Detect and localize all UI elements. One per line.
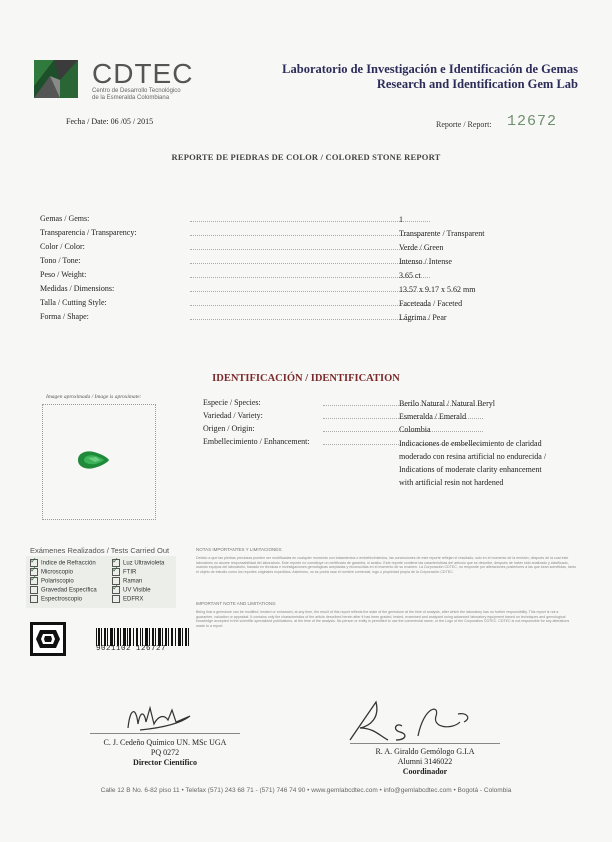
test-item: Espectroscopio: [30, 595, 82, 603]
test-item: EDFRX: [112, 595, 143, 603]
brand-subtitle: Centro de Desarrollo Tecnológico de la Esmeralda Colombiana: [92, 88, 181, 101]
notes-en-text: Being that a gemstone can be modified, treated or enhanced, at any time, the result of this report reflects the state of the gemstone at the time of analysis, after which the laboratory has no further responsibility. This report is not a guarantee, valuation or appraisal. It contains only the characteristics of the article described herein after it has been graded, tested, examined and analyzed using advanced laboratory equipment based on techniques and gemological knowledge accepted in the scientific specialized publications, at the time of the analysis. No person or entity is permitted to use the commercial name, or the Logo of the Corporation CDTEC. CDTEC is not responsible for any alterations made to a report.: [196, 610, 570, 628]
qr-code-icon: [30, 622, 66, 656]
emerald-gem-image: [76, 448, 110, 472]
checkbox-empty-icon: [30, 595, 38, 603]
field-row: Talla / Cutting Style: Faceteada / Faceted: [40, 298, 463, 308]
image-caption: Imagen aproximada / Image is aproximate:: [46, 394, 142, 400]
test-item: Raman: [112, 577, 142, 585]
coordinator-signature-block: R. A. Giraldo Gemólogo G.I.A Alumni 3146022 Coordinador: [375, 747, 475, 776]
field-row: Color / Color: Verde / Green: [40, 242, 444, 252]
notes-es-title: NOTAS IMPORTANTES Y LIMITACIONES:: [196, 547, 283, 552]
tests-title: Exámenes Realizados / Tests Carried Out: [30, 546, 170, 555]
director-signature-block: C. J. Cedeño Químico UN. MSc UGA PQ 0272 Director Científico: [103, 738, 227, 767]
checkbox-empty-icon: [112, 595, 120, 603]
field-row: Gemas / Gems: 1: [40, 214, 570, 228]
report-date: Fecha / Date: 06 /05 / 2015: [66, 117, 154, 126]
enhancement-value: Indicaciones de embellecimiento de claridad moderado con resina artificial no endurecida / Indications of moderate clarity enhancement with artificial resin not hardened: [399, 439, 547, 487]
stone-fields: [40, 214, 570, 326]
checkbox-checked-icon: [112, 586, 120, 594]
brand-name: CDTEC: [92, 58, 194, 89]
field-row: Medidas / Dimensions: 13.57 x 9.17 x 5.62 mm: [40, 284, 476, 294]
notes-en-title: IMPORTANT NOTE AND LIMITATIONS:: [196, 601, 277, 606]
test-item: ✓Luz Ultravioleta: [112, 559, 164, 567]
notes-es-text: Debido a que las piedras preciosas pueden ser modificadas en cualquier momento con tratamientos o embellecimientos, las conclusiones de este reporte reflejan el resultado, solo en el momento de la emisión, después de la cual este laboratorio no asume responsabilidad del laboratorio. Este reporte no constituye un certificado de garantía, ni avalúo. Este reporte contiene las características del artículo que se describe, después de haber sido analizado y clasificado, usando equipos del laboratorio, basado en técnicas e investigaciones gemológicas aceptadas y reconocidas en el momento de su examen. La Corporación CDTEC, no responde por alteraciones posteriores a las que sean sometidas, tanto el objeto de estudio como los reportes originales expedidos. Asimismo, no se podrá usar el nombre comercial, logo o propiedad propia de la Corporación CDTEC.: [196, 556, 576, 574]
test-item: Gravedad Específica: [30, 586, 97, 594]
report-title: REPORTE DE PIEDRAS DE COLOR / COLORED STONE REPORT: [171, 152, 441, 162]
field-row: Peso / Weight: 3.65 ct: [40, 270, 570, 284]
checkbox-checked-icon: [30, 577, 38, 585]
test-item: ✓Indice de Refracción: [30, 559, 96, 567]
test-item: ✓FTIR: [112, 568, 136, 576]
field-row: Forma / Shape: Lágrima / Pear: [40, 312, 447, 322]
tests-list: [26, 556, 176, 608]
director-signature: [120, 698, 210, 736]
barcode-number: 9021102 126727: [96, 645, 167, 653]
barcode-icon: [96, 628, 190, 646]
id-row: Variedad / Variety: Esmeralda / Emerald: [203, 411, 573, 424]
test-item: ✓Microscopio: [30, 568, 73, 576]
id-row: Especie / Species: Berilo Natural / Natural Beryl: [203, 398, 495, 408]
checkbox-empty-icon: [30, 586, 38, 594]
enhancement-row: Embellecimiento / Enhancement: Indicaciones de embellecimiento de claridad moderado con resina artificial no endurecida / Indications of moderate clarity enhancement with artificial resin not hardened: [203, 437, 573, 491]
test-item: ✓Polariscopio: [30, 577, 74, 585]
lab-title: Laboratorio de Investigación e Identificación de Gemas Research and Identification Gem Lab: [282, 62, 578, 91]
identification-title: IDENTIFICACIÓN / IDENTIFICATION: [212, 373, 400, 384]
checkbox-checked-icon: [112, 568, 120, 576]
test-item: ✓UV Visible: [112, 586, 151, 594]
field-row: Tono / Tone: Intenso / Intense: [40, 256, 452, 266]
coordinator-signature: [340, 696, 490, 746]
identification-fields: [203, 398, 573, 491]
report-number: 12672: [507, 113, 558, 130]
id-row: Origen / Origin: Colombia: [203, 424, 573, 437]
footer-contact: Calle 12 B No. 6-82 piso 11 • Telefax (571) 243 68 71 - (571) 746 74 90 • www.gemlabcdtec.com • info@gemlabcdtec.com • Bogotá - Colombia: [100, 787, 512, 794]
cdtec-logo-icon: [30, 56, 82, 102]
field-row: Transparencia / Transparency: Transparente / Transparent: [40, 228, 485, 238]
report-label: Reporte / Report:: [436, 120, 492, 129]
